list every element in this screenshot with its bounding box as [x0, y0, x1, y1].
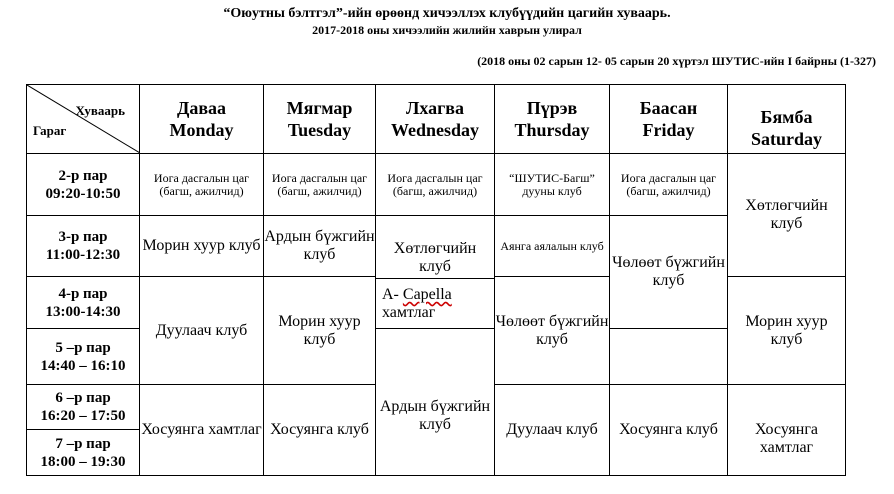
- day-mn: Баасан: [639, 98, 698, 118]
- acapella-word: Capella: [402, 286, 452, 303]
- day-mn: Бямба: [760, 107, 813, 127]
- day-header-friday: [610, 85, 728, 154]
- schedule-cell: Ардын бүжгийн клуб: [264, 216, 376, 277]
- schedule-cell: Хосуянга хамтлаг: [728, 385, 846, 476]
- period-time: 16:20 – 17:50: [40, 408, 126, 424]
- schedule-cell: Хосуянга клуб: [610, 385, 728, 476]
- schedule-cell: Чөлөөт бүжгийн клуб: [610, 216, 728, 329]
- schedule-cell: Чөлөөт бүжгийн клуб: [495, 277, 610, 385]
- schedule-cell: Дуулаач клуб: [140, 277, 264, 385]
- schedule-cell: Иога дасгалын цаг (багш, ажилчид): [610, 154, 728, 216]
- schedule-cell: Хосуянга хамтлаг: [140, 385, 264, 476]
- day-en: Saturday: [750, 129, 822, 149]
- schedule-cell: Хосуянга клуб: [264, 385, 376, 476]
- day-en: Friday: [642, 120, 695, 140]
- schedule-cell-split: [376, 216, 495, 329]
- period-cell: [27, 277, 140, 329]
- schedule-cell: Иога дасгалын цаг (багш, ажилчид): [376, 154, 495, 216]
- schedule-table: [26, 84, 846, 476]
- day-header-tuesday: [264, 85, 376, 154]
- day-mn: Даваа: [176, 98, 227, 118]
- period-time: 18:00 – 19:30: [40, 453, 126, 470]
- day-en: Tuesday: [287, 120, 352, 140]
- day-mn: Пүрэв: [526, 98, 578, 118]
- schedule-cell-upper: Хөтлөгчийн клуб: [393, 240, 477, 275]
- day-mn: Лхагва: [405, 98, 465, 118]
- period-time: 11:00-12:30: [45, 247, 121, 263]
- day-header-thursday: [495, 85, 610, 154]
- period-row: [27, 216, 846, 277]
- day-mn: Мягмар: [286, 98, 353, 118]
- period-time: 14:40 – 16:10: [40, 357, 126, 374]
- corner-top-label: Хуваарь: [75, 103, 125, 118]
- period-time: 09:20-10:50: [45, 185, 121, 202]
- page-title: “Оюутны бэлтгэл”-ийн өрөөнд хичээллэх клубүүдийн цагийн хуваарь.: [223, 6, 671, 21]
- corner-bottom-label: Гараг: [33, 123, 67, 138]
- period-row: [27, 154, 846, 216]
- period-name: 4-р пар: [58, 285, 108, 302]
- day-en: Wednesday: [390, 120, 480, 140]
- period-cell: [27, 216, 140, 277]
- corner-cell: [27, 85, 140, 154]
- schedule-cell: Морин хуур клуб: [728, 277, 846, 385]
- period-name: 3-р пар: [58, 229, 108, 245]
- day-header-monday: [140, 85, 264, 154]
- day-en: Thursday: [514, 120, 590, 140]
- date-location-note: (2018 оны 02 сарын 12- 05 сарын 20 хүртэл ШУТИС-ийн I байрны (1-327): [477, 54, 876, 68]
- schedule-cell: Иога дасгалын цаг (багш, ажилчид): [140, 154, 264, 216]
- schedule-cell: Морин хуур клуб: [264, 277, 376, 385]
- schedule-cell: Дуулаач клуб: [495, 385, 610, 476]
- period-name: 7 –р пар: [55, 435, 111, 452]
- day-header-saturday: [728, 85, 846, 154]
- schedule-cell: Аянга аялалын клуб: [495, 216, 610, 277]
- period-cell: [27, 154, 140, 216]
- period-time: 13:00-14:30: [45, 303, 121, 320]
- schedule-cell: Иога дасгалын цаг (багш, ажилчид): [264, 154, 376, 216]
- period-cell: [27, 430, 140, 476]
- period-cell: [27, 385, 140, 430]
- period-name: 6 –р пар: [55, 390, 111, 406]
- acapella-suffix: хамтлаг: [382, 304, 436, 321]
- schedule-cell: Ардын бүжгийн клуб: [376, 329, 495, 476]
- page-subtitle: 2017-2018 оны хичээлийн жилийн хаврын улирал: [312, 23, 582, 37]
- schedule-cell: “ШУТИС-Багш” дууны клуб: [495, 154, 610, 216]
- schedule-cell: Хөтлөгчийн клуб: [728, 154, 846, 277]
- period-name: 5 –р пар: [55, 339, 111, 356]
- day-header-wednesday: [376, 85, 495, 154]
- schedule-cell: Морин хуур клуб: [140, 216, 264, 277]
- header-row: [27, 85, 846, 154]
- day-en: Monday: [169, 120, 234, 140]
- period-cell: [27, 329, 140, 385]
- acapella-prefix: A-: [382, 286, 399, 303]
- corner-diagonal: [27, 85, 140, 153]
- cell-divider: [376, 278, 494, 279]
- period-name: 2-р пар: [58, 167, 108, 184]
- schedule-cell-lower: [382, 286, 452, 322]
